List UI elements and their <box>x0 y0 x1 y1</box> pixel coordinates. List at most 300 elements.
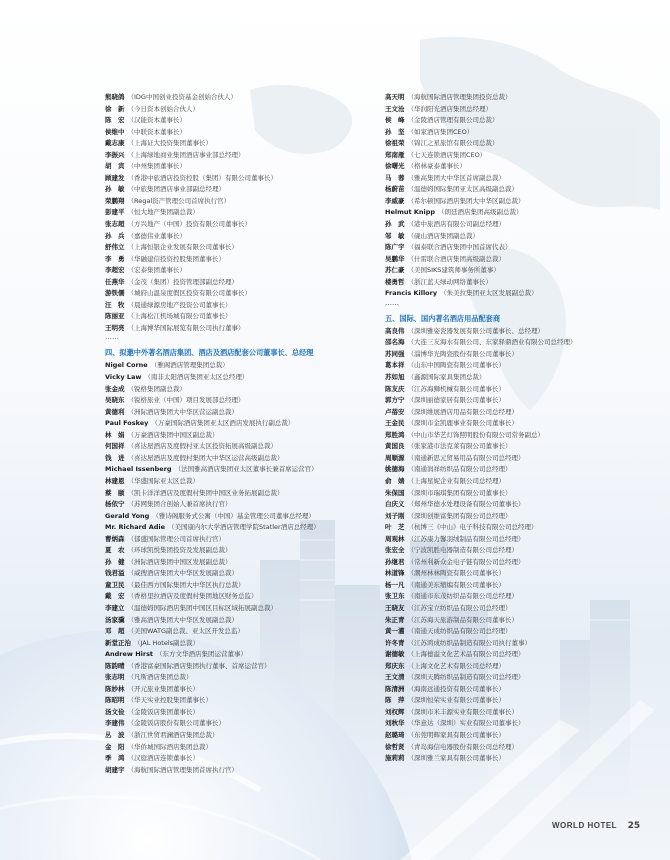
list-item <box>105 603 373 615</box>
person-name: 游铁儒 <box>105 289 125 298</box>
list-item <box>105 742 373 754</box>
person-name: Helmut Knipp <box>385 208 436 217</box>
person-title: （汉能资本董事长） <box>127 116 186 125</box>
list-item <box>105 150 373 162</box>
list-item <box>105 488 373 500</box>
list-item <box>105 288 373 300</box>
person-title: （锦江之星旅馆有限公司总裁） <box>407 139 499 148</box>
person-title: （美国SIKS建筑师事务所董事） <box>407 266 500 275</box>
list-item <box>105 661 373 673</box>
person-title: （鑫源国际家具集团总裁） <box>407 373 486 382</box>
list-item <box>105 173 373 185</box>
person-title: （金陵饭店股份有限公司董事长） <box>127 719 225 728</box>
person-name: 金 阳 <box>105 742 125 751</box>
person-name: 刘子刚 <box>385 511 405 520</box>
person-title: （万豪国际酒店集团亚太区酒店发展执行副总裁） <box>151 419 295 428</box>
list-item <box>385 138 645 150</box>
person-title: （深圳恒荣实业有限公司董事长） <box>407 696 505 705</box>
list-item <box>385 649 645 661</box>
person-name: 杨依宁 <box>105 500 125 509</box>
person-title: （潮州林林陶瓷有限公司董事长） <box>407 569 505 578</box>
person-name: 彭建平 <box>105 208 125 217</box>
person-name: 李建伟 <box>105 719 125 728</box>
person-name: 郑南雁 <box>385 150 405 159</box>
person-name: 李超宏 <box>105 266 125 275</box>
person-name: 周观林 <box>385 534 405 543</box>
person-name: 汤文俭 <box>105 707 125 716</box>
person-name: Michael Issenberg <box>105 465 172 474</box>
person-title: （上海文化艺术有限公司总经理） <box>407 661 505 670</box>
list-item <box>385 337 645 349</box>
list-item <box>385 372 645 384</box>
person-name: 王明亮 <box>105 323 125 332</box>
list-item <box>105 476 373 488</box>
list-item <box>385 326 645 338</box>
list-item <box>385 161 645 173</box>
person-title: （华润阳光酒店集团总经理） <box>407 104 492 113</box>
person-title: （浙江世贸君澜酒店集团总裁） <box>127 730 219 739</box>
person-name: 戴 宏 <box>105 592 125 601</box>
person-title: （雅高酒店集团大中华区发展副总裁） <box>127 615 238 624</box>
person-name: Nigel Corne <box>105 361 148 370</box>
person-title: （浙江蓝天绿动网络董事长） <box>407 277 492 286</box>
person-name: 李 勇 <box>105 254 125 263</box>
list-item <box>105 300 373 312</box>
person-title: （深圳市金凯鹿事业有限公司董事长） <box>407 419 518 428</box>
left-top-list <box>105 92 373 334</box>
person-title: （南通美东缩编有限公司董事长） <box>407 580 505 589</box>
list-item <box>105 161 373 173</box>
person-name: 林建恩 <box>105 476 125 485</box>
list-item <box>105 615 373 627</box>
person-name: 陈韵晴 <box>105 661 125 670</box>
person-title: （温德姆国际酒店集团中国区目标区域拓展副总裁） <box>127 603 277 612</box>
person-title: （万豪酒店集团中国区副总裁） <box>127 430 219 439</box>
list-item <box>105 649 373 661</box>
person-name: 熊晓鸽 <box>105 93 125 101</box>
person-title: （凯卡洋洋酒店及度假村集团中国区业务拓展副总裁） <box>127 488 284 497</box>
person-title: （江苏海天旅游制品有限公司董事长） <box>407 615 518 624</box>
person-name: 陈友庆 <box>385 384 405 393</box>
person-title: （开元旅业集团董事长） <box>127 684 199 693</box>
list-item <box>385 384 645 396</box>
list-item <box>105 395 373 407</box>
list-item <box>105 277 373 289</box>
person-title: （华侨城国际酒店集团总裁） <box>127 742 212 751</box>
list-item <box>385 615 645 627</box>
person-title: （中山市华艺灯饰照明股份有限公司常务副总） <box>407 430 544 439</box>
list-item <box>105 499 373 511</box>
person-name: 孙继君 <box>385 557 405 566</box>
person-title: （金陵酒店管理有限公司总裁） <box>407 116 499 125</box>
person-title: （宏泰集团董事长） <box>127 266 186 275</box>
person-name: 高良伟 <box>385 326 405 335</box>
person-name: 孙 健 <box>105 557 125 566</box>
person-name: 童卫民 <box>105 580 125 589</box>
list-item <box>385 242 645 254</box>
person-name: 周顺源 <box>385 453 405 462</box>
person-name: 李威豪 <box>385 196 405 205</box>
magazine-brand: WORLD HOTEL <box>552 821 618 830</box>
list-item <box>385 499 645 511</box>
person-title: （深圳创维富集团有限公司总经理） <box>407 511 512 520</box>
person-name: 李建立 <box>105 603 125 612</box>
person-name: 何国祥 <box>105 442 125 451</box>
person-title: （环球凯悦集团投资及发展副总裁） <box>127 546 232 555</box>
person-title: （朗廷酒店集团高级副总裁） <box>438 208 523 217</box>
list-item <box>385 173 645 185</box>
person-title: （深圳维展酒店用品有限公司总经理） <box>407 407 518 416</box>
list-item <box>385 92 645 104</box>
person-name: 张志明 <box>105 673 125 682</box>
list-item <box>385 511 645 523</box>
person-title: （凡斯酒店集团总裁） <box>127 673 193 682</box>
person-name: 徐哲贤 <box>385 742 405 751</box>
person-name: 荣鹏翔 <box>105 196 125 205</box>
person-name: 季 鸿 <box>105 754 125 763</box>
person-title: （中州集团董事长） <box>127 162 186 171</box>
person-name: 陈妙林 <box>105 684 125 693</box>
person-title: （深圳市米丰源实业有限公司董事长） <box>407 707 518 716</box>
person-title: （南通新思元贸易用品有限公司总经理） <box>407 453 525 462</box>
person-name: 施莉莉 <box>385 754 405 763</box>
person-title: （深圳雅姿瓷器发展有限公司董事长、总经理） <box>407 326 544 335</box>
left-bottom-list <box>105 360 373 776</box>
section-heading-4: 四、拟邀中外著名酒店集团、酒店及酒店配套公司董事长、总经理 <box>105 348 314 358</box>
person-name: 林 娟 <box>105 430 125 439</box>
person-name: 吴晓东 <box>105 396 125 405</box>
person-name: 邓 超 <box>105 627 125 636</box>
person-name: 胡 宾 <box>105 162 125 171</box>
person-name: 顾建发 <box>105 173 125 182</box>
person-name: 徐祖荣 <box>385 139 405 148</box>
list-item <box>105 730 373 742</box>
person-title: （金茂（集团）投资管理部副总经理） <box>127 277 238 286</box>
person-title: （锐格集团副总裁） <box>127 384 186 393</box>
person-name: 叶 芝 <box>385 523 405 532</box>
person-name: 黄德利 <box>105 407 125 416</box>
list-item <box>105 104 373 116</box>
person-title: （深圳雅兰家具有限公司董事长） <box>407 754 505 763</box>
person-title: （上海星妮企业有限公司总经理） <box>407 476 505 485</box>
person-name: 曹炳森 <box>105 534 125 543</box>
person-name: 黄国良 <box>385 442 405 451</box>
list-item <box>105 323 373 335</box>
person-title: （青岛海信电器股份有限公司总经理） <box>407 742 518 751</box>
list-item <box>385 718 645 730</box>
person-name: 卢蓓安 <box>385 407 405 416</box>
person-title: （温德姆国际集团亚太区高级副总裁） <box>407 185 518 194</box>
list-item <box>385 557 645 569</box>
list-item <box>105 684 373 696</box>
list-item <box>105 626 373 638</box>
list-item <box>105 511 373 523</box>
person-title: （华盛国际亚太区总裁） <box>127 476 199 485</box>
person-name: 葛本祥 <box>385 361 405 370</box>
person-title: （香格里拉酒店及度假村集团地区财务总监） <box>127 592 258 601</box>
list-item <box>385 115 645 127</box>
person-title: （格林豪泰董事长） <box>407 162 466 171</box>
person-title: （上海恒银企业发展有限公司董事长） <box>127 243 238 252</box>
person-title: （南通市东茂纺织品有限公司总经理） <box>407 592 518 601</box>
list-item <box>105 453 373 465</box>
person-name: 陈广宇 <box>385 243 405 252</box>
person-name: Gerald Yong <box>105 511 150 520</box>
person-name: 陈丽亚 <box>105 312 125 321</box>
person-name: 张志超 <box>105 220 125 229</box>
person-name: 徐曙光 <box>385 162 405 171</box>
person-title: （金陵饭店集团董事长） <box>127 707 199 716</box>
list-item <box>105 638 373 650</box>
person-name: 林道锋 <box>385 569 405 578</box>
person-title: （美国WATG副总裁、亚太区开发总监） <box>127 627 245 636</box>
list-item <box>105 360 373 372</box>
person-name: 王金民 <box>385 419 405 428</box>
person-title: （海南远通投资有限公司董事长） <box>407 684 505 693</box>
person-title: （砚山酒店集团副总裁） <box>407 231 479 240</box>
person-title: （深圳市瑞琪集团有限公司董事长） <box>407 488 512 497</box>
list-item <box>105 138 373 150</box>
person-title: （喜达屋酒店及度假村集团大中华区运营高级副总裁） <box>127 453 284 462</box>
list-item <box>105 534 373 546</box>
list-item <box>385 231 645 243</box>
list-item <box>105 718 373 730</box>
person-title: （恒大地产集团副总裁） <box>127 208 199 217</box>
person-title: （大连三友海水有限公司、东家驿鼎酒业有限公司总经理） <box>407 338 577 347</box>
person-name: 邵名海 <box>385 338 405 347</box>
person-title: （宁波凯胜电器制造有限公司总经理） <box>407 546 518 555</box>
person-name: 侯维中 <box>105 127 125 136</box>
person-title: （IDG中国创业投资基金创始合伙人） <box>127 93 237 101</box>
list-item <box>385 441 645 453</box>
list-item <box>105 207 373 219</box>
person-title: （江苏海狮机械有限公司董事长） <box>407 384 505 393</box>
person-name: 孙 兵 <box>105 231 125 240</box>
person-title: （今日资本创始合伙人） <box>127 104 199 113</box>
person-title: （什雷联合酒店集团高级副总裁） <box>407 254 505 263</box>
person-name: 张宏全 <box>385 546 405 555</box>
list-item <box>385 360 645 372</box>
person-title: （华天实业控股集团董事长） <box>127 696 212 705</box>
person-title: （中联资本董事长） <box>127 127 186 136</box>
list-item <box>105 115 373 127</box>
list-item <box>105 464 373 476</box>
person-name: 朱正青 <box>385 615 405 624</box>
list-item <box>385 603 645 615</box>
person-title: （南通天成纺织品有限公司总经理） <box>407 627 512 636</box>
list-item <box>105 765 373 777</box>
person-name: 黄一灌 <box>385 627 405 636</box>
person-name: 谢德敏 <box>385 650 405 659</box>
list-item <box>105 127 373 139</box>
list-item <box>385 418 645 430</box>
person-title: （上海绿地商业集团酒店事业部总经理） <box>127 150 245 159</box>
person-title: （方兴地产（中国）投资有限公司董事长） <box>127 220 251 229</box>
person-name: 吴鹏华 <box>385 254 405 263</box>
person-title: （朱美拉集团亚太区发展副总裁） <box>440 289 538 298</box>
person-title: （淄博华光陶瓷股份有限公司董事长） <box>407 349 518 358</box>
list-item <box>385 661 645 673</box>
person-title: （香港中旅酒店投资控股（集团）有限公司董事长） <box>127 173 277 182</box>
person-name: 赵璐琦 <box>385 730 405 739</box>
person-name: 陈清洲 <box>385 684 405 693</box>
list-item <box>105 242 373 254</box>
list-item <box>385 568 645 580</box>
person-title: （上海证大投资集团董事长） <box>127 139 212 148</box>
list-item <box>385 730 645 742</box>
person-name: 张金成 <box>105 384 125 393</box>
person-name: 杨一凡 <box>385 580 405 589</box>
person-title: （中旅集团酒店事业部副总经理） <box>127 185 225 194</box>
person-title: （江苏康力馨羽绒制品有限公司总经理） <box>407 534 525 543</box>
person-title: （上海博华国际展览有限公司执行董事） <box>127 323 245 332</box>
person-title: （美国康内尔大学酒店管理学院Statler酒店总经理） <box>168 523 320 532</box>
right-top-list <box>385 92 645 300</box>
list-item <box>105 418 373 430</box>
list-item <box>385 695 645 707</box>
list-item <box>105 522 373 534</box>
list-item <box>105 557 373 569</box>
list-item <box>105 265 373 277</box>
person-title: （七天连锁酒店集团CEO） <box>407 150 487 159</box>
person-name: 姚德海 <box>385 465 405 474</box>
person-name: 孙 武 <box>385 220 405 229</box>
left-ellipsis: …… <box>105 333 119 342</box>
person-title: （雅诗阁服务式公寓（中国）基金管理公司董事总经理） <box>152 511 315 520</box>
list-item <box>385 196 645 208</box>
person-title: （张家港市法克莱有限公司董事长） <box>407 442 512 451</box>
person-name: 蔡 颐 <box>105 488 125 497</box>
list-item <box>385 453 645 465</box>
list-item <box>385 591 645 603</box>
list-item <box>105 196 373 208</box>
person-name: 任燕华 <box>105 277 125 286</box>
list-item <box>105 672 373 684</box>
person-title: （雅阁酒店管理集团总裁） <box>150 361 229 370</box>
person-name: 楼勇哲 <box>385 277 405 286</box>
list-item <box>385 522 645 534</box>
person-name: 舒伟立 <box>105 243 125 252</box>
person-title: （深圳丽德家居有限公司董事长） <box>407 396 505 405</box>
right-column <box>385 92 645 765</box>
person-title: （城府山温泉度假区投资有限公司董事长） <box>127 289 251 298</box>
person-title: （郑州华德水处理设备有限公司董事长） <box>407 500 525 509</box>
list-item <box>385 580 645 592</box>
list-item <box>385 395 645 407</box>
list-item <box>105 753 373 765</box>
list-item <box>105 580 373 592</box>
person-name: 侯 峰 <box>385 116 405 125</box>
list-item <box>105 92 373 104</box>
list-item <box>105 372 373 384</box>
person-name: 俞 婧 <box>385 476 405 485</box>
person-name: 陈昭明 <box>105 696 125 705</box>
person-title: （港中旅酒店有限公司副总经理） <box>407 220 505 229</box>
person-name: 新堂正治 <box>105 638 131 647</box>
person-title: （香港富豪国际酒店集团执行董事、首席运营官） <box>127 661 271 670</box>
person-name: 李振兴 <box>105 150 125 159</box>
person-title: （江苏宝立纺织品有限公司总经理） <box>407 603 512 612</box>
person-title: （汉庭酒店连锁董事长） <box>127 754 199 763</box>
person-title: （上海德溢文化艺术品有限公司总经理） <box>407 650 525 659</box>
list-item <box>105 254 373 266</box>
person-name: 郑胜鸿 <box>385 430 405 439</box>
list-item <box>105 407 373 419</box>
list-item <box>385 545 645 557</box>
person-title: （华融建信投资控股集团董事长） <box>127 254 225 263</box>
list-item <box>385 626 645 638</box>
person-name: Vicky Law <box>105 373 142 382</box>
list-item <box>385 707 645 719</box>
page-footer <box>552 821 640 831</box>
list-item <box>385 254 645 266</box>
list-item <box>105 219 373 231</box>
list-item <box>105 707 373 719</box>
list-item <box>385 349 645 361</box>
list-item <box>385 753 645 765</box>
person-name: 汤家骥 <box>105 615 125 624</box>
list-item <box>105 568 373 580</box>
page-number: 25 <box>627 821 641 831</box>
person-title: （法国雅高酒店集团亚太区董事长兼首席运营官） <box>174 465 318 474</box>
person-name: 刘秋华 <box>385 719 405 728</box>
person-name: Francis Killory <box>385 289 438 298</box>
person-name: 苏同强 <box>385 349 405 358</box>
person-name: 朱保国 <box>385 488 405 497</box>
list-item <box>385 207 645 219</box>
list-item <box>385 684 645 696</box>
list-item <box>105 311 373 323</box>
list-item <box>385 265 645 277</box>
list-item <box>105 591 373 603</box>
person-title: （福泰联合酒店集团中国首席代表） <box>407 243 512 252</box>
person-name: 王文沧 <box>385 104 405 113</box>
person-name: 钱君溢 <box>105 569 125 578</box>
person-name: 苏如旭 <box>385 373 405 382</box>
list-item <box>385 219 645 231</box>
person-title: （上海松江机场城有限公司董事长） <box>127 312 232 321</box>
right-ellipsis: …… <box>385 298 399 307</box>
person-title: （南非太阳酒店集团亚太区总经理） <box>144 373 249 382</box>
person-name: 许冬青 <box>385 638 405 647</box>
person-name: 刘权辉 <box>385 707 405 716</box>
list-item <box>105 430 373 442</box>
person-title: （山东中国陶瓷有限公司董事长） <box>407 361 505 370</box>
person-title: （东莞明辉家具有限公司董事长） <box>407 730 505 739</box>
list-item <box>385 184 645 196</box>
person-title: （雅高集团大中华区首席副总裁） <box>407 173 505 182</box>
person-title: （华意达（深圳）实业有限公司董事长） <box>407 719 525 728</box>
person-title: （东方文华酒店集团运营董事） <box>156 650 248 659</box>
person-title: （杭博三《中山》电子科技有限公司总经理） <box>407 523 538 532</box>
person-name: 戴志康 <box>105 139 125 148</box>
person-name: 孙 敏 <box>105 185 125 194</box>
left-column <box>105 92 373 776</box>
person-title: （如家酒店集团CEO） <box>407 127 474 136</box>
person-name: 丛 波 <box>105 730 125 739</box>
list-item <box>385 127 645 139</box>
person-name: 王文清 <box>385 673 405 682</box>
person-name: 汪 牧 <box>105 300 125 309</box>
person-title: （海航国际酒店管理集团首席执行官） <box>127 765 238 774</box>
person-title: （Regal资产管理公司首席执行官） <box>127 196 231 205</box>
list-item <box>385 488 645 500</box>
person-title: （江苏鸿成纺织品制造有限公司执行董事） <box>407 638 531 647</box>
person-name: 王晓友 <box>385 603 405 612</box>
list-item <box>385 288 645 300</box>
list-item <box>105 384 373 396</box>
list-item <box>385 534 645 546</box>
